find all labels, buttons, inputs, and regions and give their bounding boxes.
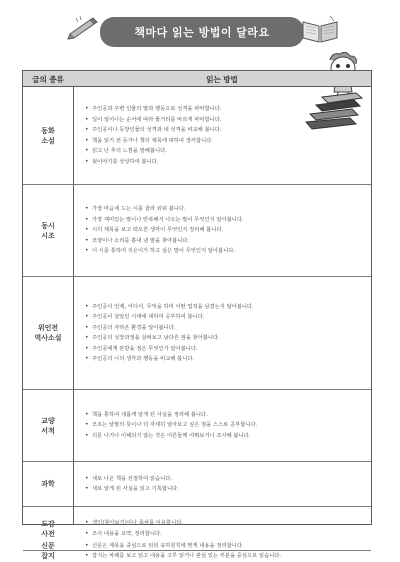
category-label: 과학 bbox=[41, 480, 55, 488]
method-item: • 새로 알게 된 사실을 읽고 기록합니다. bbox=[85, 484, 365, 495]
method-item: • 주인공과 주변 인물의 말과 행동으로 성격을 파악합니다. bbox=[85, 104, 365, 115]
table-row bbox=[23, 390, 371, 462]
method-item: • 이 시를 통하여 지은이가 하고 싶은 말이 무엇인지 알아봅니다. bbox=[85, 246, 365, 257]
method-cell bbox=[85, 87, 365, 184]
category-label: 교양 서적 bbox=[41, 416, 55, 435]
category-cell bbox=[23, 462, 73, 506]
method-item: • 신문은 제목을 중심으로 읽되 육하원칙에 맞게 내용을 정리합니다. bbox=[85, 541, 365, 552]
method-item: • 잡지는 차례를 보고 읽고 내용을 고루 읽거나 관심 있는 부분을 중심으로 읽습니다. bbox=[85, 551, 365, 562]
method-cell bbox=[85, 277, 365, 389]
method-item: • 책을 통하여 새롭게 알게 된 사실을 정리해 봅니다. bbox=[85, 410, 365, 421]
method-cell bbox=[85, 390, 365, 461]
method-item: • 주인공의 자라온 환경을 알아봅니다. bbox=[85, 323, 365, 334]
category-label: 동화 소설 bbox=[41, 126, 55, 145]
method-item: • 주인공이나 등장인물의 성격과 내 성격을 비교해 봅니다. bbox=[85, 125, 365, 136]
method-item: • 주인공의 성장과정을 살펴보고 남다른 점을 찾아봅니다. bbox=[85, 333, 365, 344]
open-book-icon bbox=[300, 14, 340, 44]
category-cell bbox=[23, 390, 73, 461]
method-item: • 모르는 낱말의 뜻이나 더 자세히 알아보고 싶은 점을 스스로 공부합니다. bbox=[85, 420, 365, 431]
method-item: • 시의 제목을 보고 떠오른 생각이 무엇인지 정리해 봅니다. bbox=[85, 225, 365, 236]
table-row bbox=[23, 87, 371, 185]
reading-methods-table bbox=[22, 70, 372, 560]
method-item: • 주인공에게 본받을 점은 무엇인가 알아봅니다. bbox=[85, 344, 365, 355]
method-item: • 가장 마음에 드는 시를 골라 외워 봅니다. bbox=[85, 204, 365, 215]
category-label: 신문 잡지 bbox=[41, 542, 55, 560]
method-item: • 새로 나온 책을 선정하여 읽습니다. bbox=[85, 474, 365, 485]
method-item: • 주인공의 나의 생각과 행동을 비교해 봅니다. bbox=[85, 354, 365, 365]
method-item: • 일이 일어나는 순서에 따라 줄거리를 바르게 파악합니다. bbox=[85, 115, 365, 126]
method-item: • 조사 내용을 요약, 정리합니다. bbox=[85, 529, 365, 540]
header-method: 읽는 방법 bbox=[206, 75, 238, 84]
method-item: • 주인공이 언제, 어디서, 무엇을 하여 어떤 업적을 남겼는지 알아봅니다. bbox=[85, 302, 365, 313]
method-item: • 모양이나 소리를 흉내 낸 말을 찾아봅니다. bbox=[85, 236, 365, 247]
pencil-icon bbox=[66, 14, 100, 40]
table-row bbox=[23, 185, 371, 277]
table-row bbox=[23, 277, 371, 390]
category-label: 위인전 역사소설 bbox=[34, 324, 62, 342]
page-title: 책마다 읽는 방법이 달라요 bbox=[134, 26, 270, 39]
page-title-banner bbox=[100, 17, 304, 47]
method-item: • 주인공이 살았던 시대에 대하여 공부하여 봅니다. bbox=[85, 312, 365, 323]
header-category: 글의 종류 bbox=[32, 75, 64, 84]
category-cell bbox=[23, 185, 73, 276]
method-cell bbox=[85, 185, 365, 276]
category-label: 동시 시조 bbox=[41, 221, 55, 240]
method-item: • 색인(찾아보기)이나 목차를 이용합니다. bbox=[85, 518, 365, 529]
method-item: • 의문 나거나 이해되지 않는 것은 어른들께 여쭤보거나 조사해 봅니다. bbox=[85, 431, 365, 442]
method-item: • 뒷이야기를 상상하여 봅니다. bbox=[85, 157, 365, 168]
method-item: • 책을 읽기 전 등가나 책의 제목에 대하여 생각합니다. bbox=[85, 136, 365, 147]
category-cell bbox=[23, 87, 73, 184]
method-item: • 읽고 난 후의 느낌을 말해봅니다. bbox=[85, 146, 365, 157]
table-header bbox=[23, 71, 371, 87]
method-item: • 가장 재미있는 말이나 반복해서 나오는 말이 무엇인지 알아봅니다. bbox=[85, 215, 365, 226]
category-cell bbox=[23, 277, 73, 389]
method-cell bbox=[85, 462, 365, 506]
category-label: 도감 사전 bbox=[41, 519, 55, 538]
table-row bbox=[23, 462, 371, 507]
